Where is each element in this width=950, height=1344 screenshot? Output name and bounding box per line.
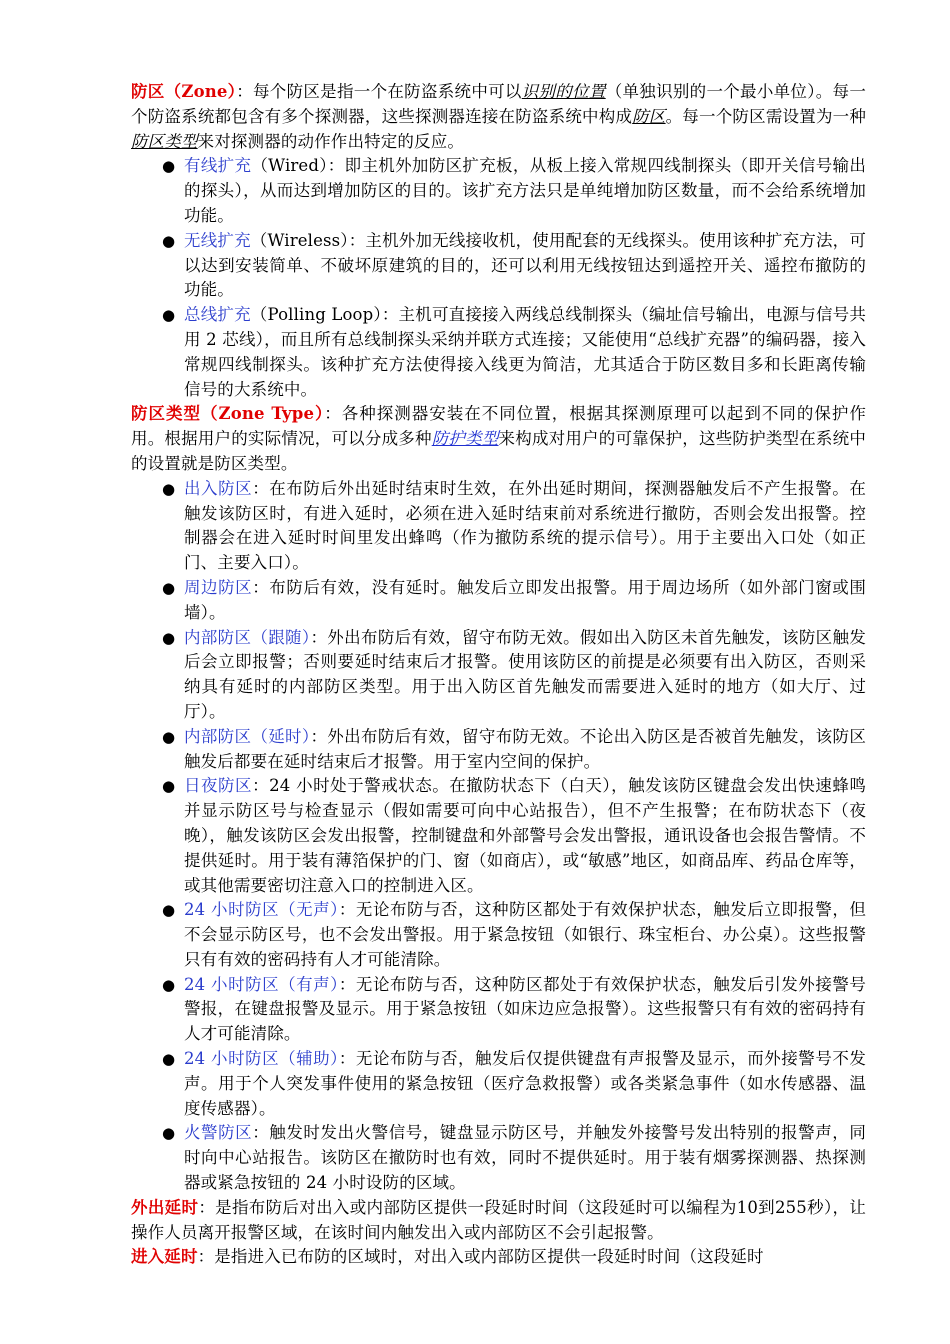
list-item (131, 1047, 866, 1121)
zone-type-intro-b: 来构成对用户的可靠保护，这些防护类型在系统中的设置就是防区类型。 (131, 429, 866, 473)
bullet-icon: ● (162, 578, 176, 597)
bullet-icon: ● (162, 628, 176, 647)
item-text: ：在布防后外出延时结束时生效，在外出延时期间，探测器触发后不产生报警。在触发该防区时，有进入延时，必须在进入延时结束前对系统进行撤防，否则会发出报警。控制器会在进入延时时间里发出蜂鸣（作为撤防系统的提示信号）。用于主要出入口处（如正门、主要入口）。 (184, 478, 866, 573)
document-page (131, 80, 866, 1270)
bullet-icon: ● (162, 306, 176, 325)
list-item (131, 477, 866, 576)
item-text: ：无论布防与否，触发后仅提供键盘有声报警及显示，而外接警号不发声。用于个人突发事件使用的紧急按钮（医疗急救报警）或各类紧急事件（如水传感器、温度传感器）。 (184, 1049, 866, 1118)
item-label: 无线扩充 (184, 230, 251, 250)
zone-intro-b: （单独识别的一个最小单位）。每一个防盗系统都包含有多个探测器，这些探测器连接在防盗系统中构成 (131, 82, 866, 126)
bullet-icon: ● (162, 231, 176, 250)
bullet-icon: ● (162, 777, 176, 796)
item-label: 24 小时防区（无声） (184, 900, 339, 920)
list-item (131, 774, 866, 898)
exit-delay-term: 外出延时 (131, 1197, 199, 1217)
protection-type-link[interactable]: 防护类型 (431, 429, 499, 449)
zone-intro-d: 来对探测器的动作作出特定的反应。 (197, 131, 465, 151)
item-label: 内部防区（跟随） (184, 627, 311, 647)
zone-underlined-2: 防区 (632, 106, 666, 126)
item-text: ：无论布防与否，这种防区都处于有效保护状态，触发后引发外接警号警报，在键盘报警及显示。用于紧急按钮（如床边应急报警）。这些报警只有有效的密码持有人才可能清除。 (184, 974, 866, 1044)
zone-term: 防区（Zone） (131, 82, 237, 101)
item-text: ：布防后有效，没有延时。触发后立即发出报警。用于周边场所（如外部门窗或围墙）。 (184, 577, 866, 622)
list-item (131, 154, 866, 228)
bullet-icon: ● (162, 975, 176, 994)
bullet-icon: ● (162, 479, 176, 498)
entry-delay-paragraph (131, 1245, 866, 1270)
zone-underlined-3: 防区类型 (131, 131, 198, 151)
item-text: ：外出布防后有效，留守布防无效。假如出入防区未首先触发，该防区触发后会立即报警；否则要延时结束后才报警。使用该防区的前提是必须要有出入防区，否则采纳具有延时的内部防区类型。用于出入防区首先触发而需要进入延时的地方（如大厅、过厅）。 (184, 627, 866, 721)
bullet-icon: ● (162, 727, 176, 746)
item-label: 总线扩充 (184, 305, 251, 325)
item-text: （Wireless）：主机外加无线接收机，使用配套的无线探头。使用该种扩充方法，可以达到安装简单、不破坏原建筑的目的，还可以利用无线按钮达到遥控开关、遥控布撤防的功能。 (184, 230, 866, 300)
item-label: 24 小时防区（有声） (184, 974, 339, 994)
list-item (131, 229, 866, 303)
zone-type-list (131, 477, 866, 1196)
exit-delay-text: ：是指布防后对出入或内部防区提供一段延时时间（这段延时可以编程为10到255秒），让操作人员离开报警区域，在该时间内触发出入或内部防区不会引起报警。 (131, 1197, 866, 1242)
list-item (131, 303, 866, 402)
zone-paragraph (131, 80, 866, 154)
zone-intro-a: ：每个防区是指一个在防盗系统中可以 (236, 82, 522, 101)
zone-type-paragraph (131, 402, 866, 476)
item-label: 日夜防区 (184, 776, 253, 796)
list-item (131, 973, 866, 1047)
zone-underlined-1: 识别的位置 (521, 82, 606, 101)
item-label: 24 小时防区（辅助） (184, 1049, 339, 1069)
item-text: ：触发时发出火警信号，键盘显示防区号，并触发外接警号发出特别的报警声，同时向中心站报告。该防区在撤防时也有效，同时不提供延时。用于装有烟雾探测器、热探测器或紧急按钮的 24 小时设防的区域。 (184, 1123, 866, 1193)
zone-intro-c: 。每一个防区需设置为一种 (665, 106, 867, 126)
entry-delay-text: ：是指进入已布防的区域时，对出入或内部防区提供一段延时时间（这段延时 (197, 1247, 764, 1267)
bullet-icon: ● (162, 157, 176, 176)
list-item (131, 1121, 866, 1195)
exit-delay-paragraph (131, 1196, 866, 1246)
item-text: ：外出布防后有效，留守布防无效。不论出入防区是否被首先触发，该防区触发后都要在延时结束后才报警。用于室内空间的保护。 (184, 726, 866, 771)
bullet-icon: ● (162, 1124, 176, 1143)
item-label: 周边防区 (184, 577, 253, 597)
zone-type-intro-a: ：各种探测器安装在不同位置，根据其探测原理可以起到不同的保护作用。根据用户的实际情况，可以分成多种 (131, 404, 866, 449)
item-text: （Wired）：即主机外加防区扩充板，从板上接入常规四线制探头（即开关信号输出的探头），从而达到增加防区的目的。该扩充方法只是单纯增加防区数量，而不会给系统增加功能。 (184, 156, 867, 225)
item-text: （Polling Loop）：主机可直接接入两线总线制探头（编址信号输出，电源与信号共用 2 芯线），而且所有总线制探头采纳并联方式连接；又能使用“总线扩充器”的编码器，接入常规四线制探头。该种扩充方法使得接入线更为简洁，尤其适合于防区数目多和长距离传输信号的大系统中。 (184, 305, 866, 399)
item-label: 有线扩充 (184, 156, 252, 176)
bullet-icon: ● (162, 901, 176, 920)
list-item (131, 626, 866, 725)
item-text: ：无论布防与否，这种防区都处于有效保护状态，触发后立即报警，但不会显示防区号，也不会发出警报。用于紧急按钮（如银行、珠宝柜台、办公桌）。这些报警只有有效的密码持有人才可能清除。 (184, 900, 866, 969)
item-label: 内部防区（延时） (184, 726, 311, 746)
item-text: ：24 小时处于警戒状态。在撤防状态下（白天），触发该防区键盘会发出快速蜂鸣并显示防区号与检查显示（假如需要可向中心站报告），但不产生报警；在布防状态下（夜晚），触发该防区会发出报警，控制键盘和外部警号会发出警报，通讯设备也会报告警情。不提供延时。用于装有薄箔保护的门、窗（如商店），或“敏感”地区，如商品库、药品仓库等，或其他需要密切注意入口的控制进入区。 (184, 776, 866, 895)
zone-type-term: 防区类型（Zone Type） (131, 404, 325, 424)
list-item (131, 898, 866, 972)
entry-delay-term: 进入延时 (131, 1247, 198, 1267)
item-label: 出入防区 (184, 478, 253, 498)
zone-expansion-list (131, 154, 866, 402)
bullet-icon: ● (162, 1050, 176, 1069)
item-label: 火警防区 (184, 1123, 253, 1143)
list-item (131, 725, 866, 775)
list-item (131, 576, 866, 626)
